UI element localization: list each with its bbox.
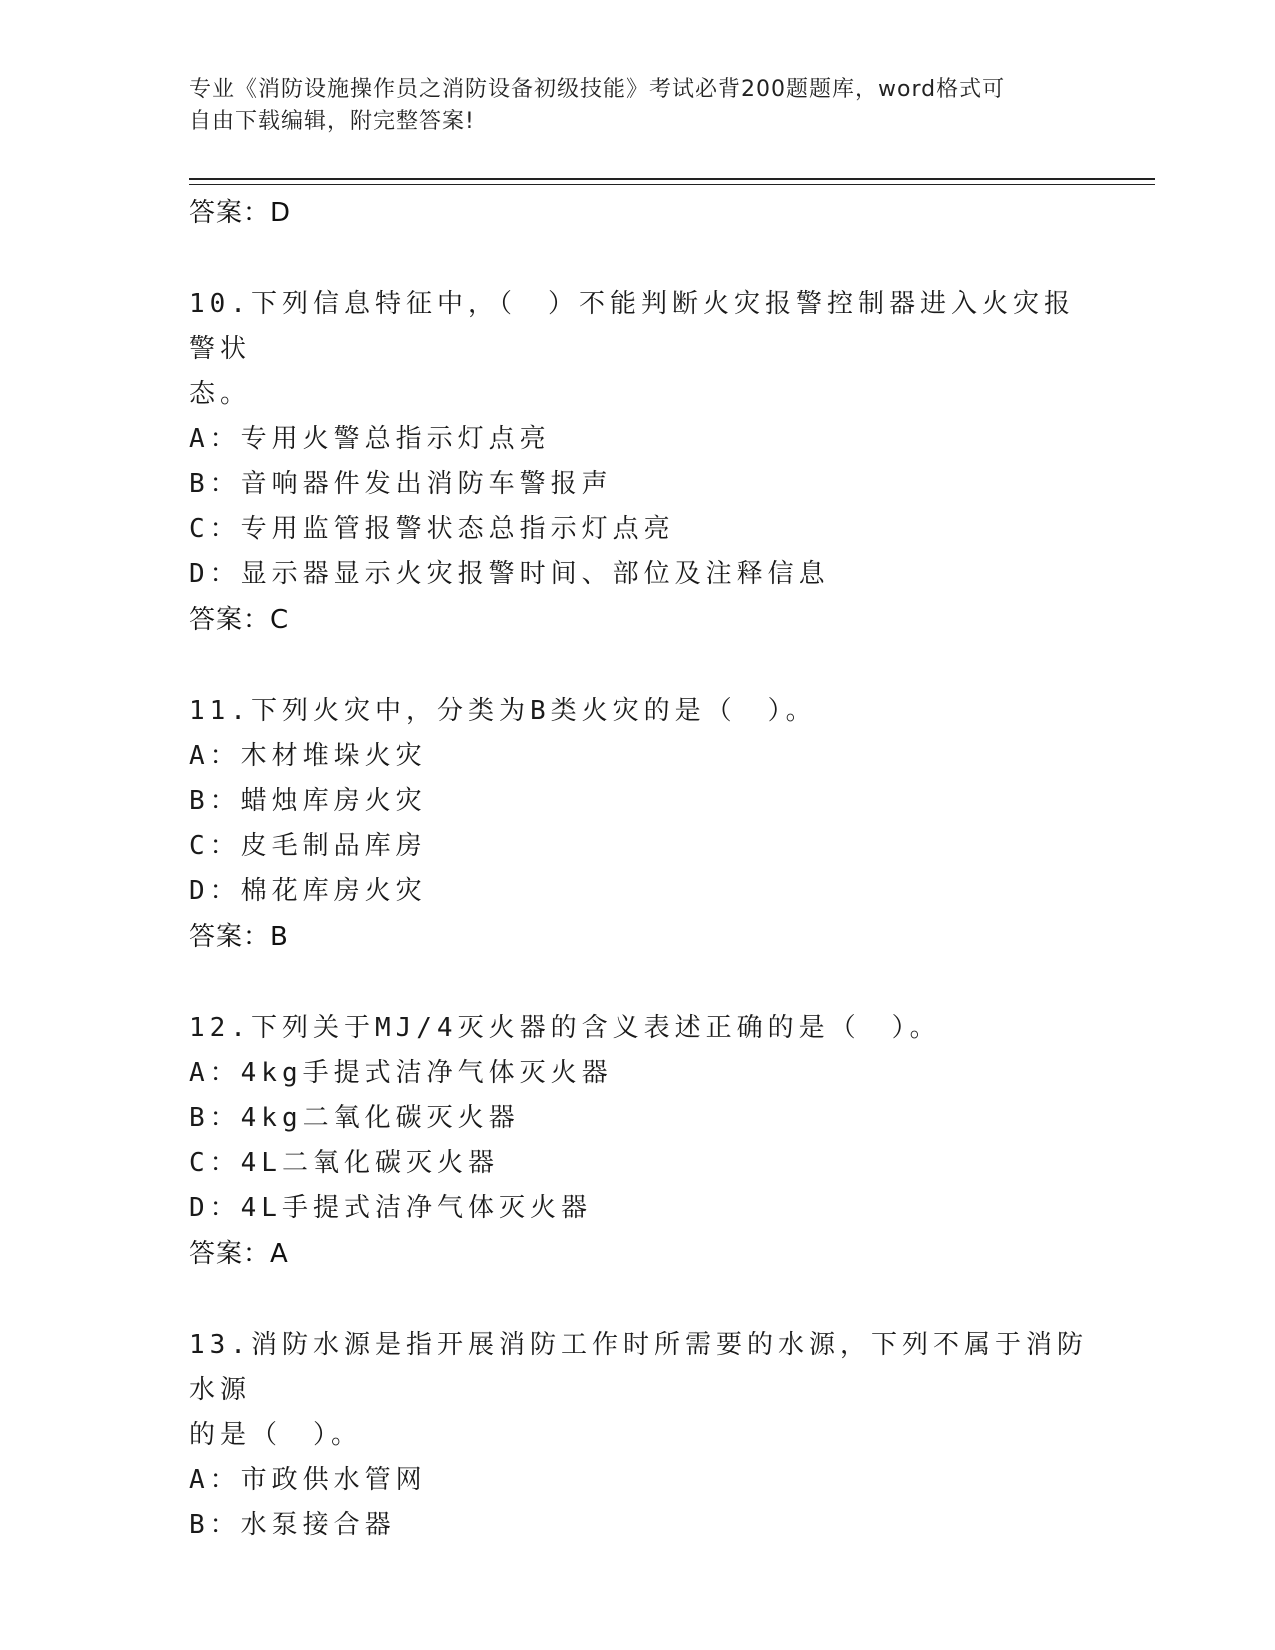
question-line: 13.消防水源是指开展消防工作时所需要的水源，下列不属于消防水源 — [189, 1330, 1088, 1405]
option-a: A：市政供水管网 — [189, 1465, 427, 1495]
option-b: B：水泵接合器 — [189, 1510, 396, 1540]
question-text — [189, 689, 1089, 734]
answer: 答案：A — [189, 1239, 289, 1269]
option-b: B：蜡烛库房火灾 — [189, 786, 427, 816]
option-d: D：显示器显示火灾报警时间、部位及注释信息 — [189, 559, 830, 589]
question-block-10 — [189, 282, 1089, 643]
option-d: D：4L手提式洁净气体灭火器 — [189, 1193, 592, 1223]
question-line: 态。 — [189, 379, 252, 409]
option-a: A：木材堆垛火灾 — [189, 741, 427, 771]
question-line: 12.下列关于MJ/4灭火器的含义表述正确的是（ ）。 — [189, 1013, 941, 1043]
header-divider-thin — [189, 184, 1155, 185]
question-block-11 — [189, 689, 1089, 960]
question-line: 的是（ ）。 — [189, 1420, 363, 1450]
option-b: B：音响器件发出消防车警报声 — [189, 469, 613, 499]
option-b: B：4kg二氧化碳灭火器 — [189, 1103, 520, 1133]
answer: 答案：B — [189, 922, 289, 952]
option-a: A：4kg手提式洁净气体灭火器 — [189, 1058, 613, 1088]
document-header — [189, 74, 1089, 138]
question-block-13 — [189, 1323, 1089, 1548]
question-text — [189, 282, 1089, 417]
question-text — [189, 1006, 1089, 1051]
header-divider-thick — [189, 178, 1155, 180]
option-c: C：专用监管报警状态总指示灯点亮 — [189, 514, 675, 544]
option-d: D：棉花库房火灾 — [189, 876, 427, 906]
answer-previous: 答案：D — [189, 198, 292, 228]
answer: 答案：C — [189, 605, 290, 635]
question-list — [189, 190, 1089, 1548]
option-c: C：皮毛制品库房 — [189, 831, 427, 861]
question-text — [189, 1323, 1089, 1458]
header-line-1: 专业《消防设施操作员之消防设备初级技能》考试必背200题题库，word格式可 — [189, 77, 1006, 102]
option-a: A：专用火警总指示灯点亮 — [189, 424, 551, 454]
question-line: 11.下列火灾中，分类为B类火灾的是（ ）。 — [189, 696, 817, 726]
header-line-2: 自由下载编辑，附完整答案! — [189, 109, 475, 134]
question-line: 10.下列信息特征中，（ ）不能判断火灾报警控制器进入火灾报警状 — [189, 289, 1075, 364]
question-block-12 — [189, 1006, 1089, 1277]
option-c: C：4L二氧化碳灭火器 — [189, 1148, 499, 1178]
